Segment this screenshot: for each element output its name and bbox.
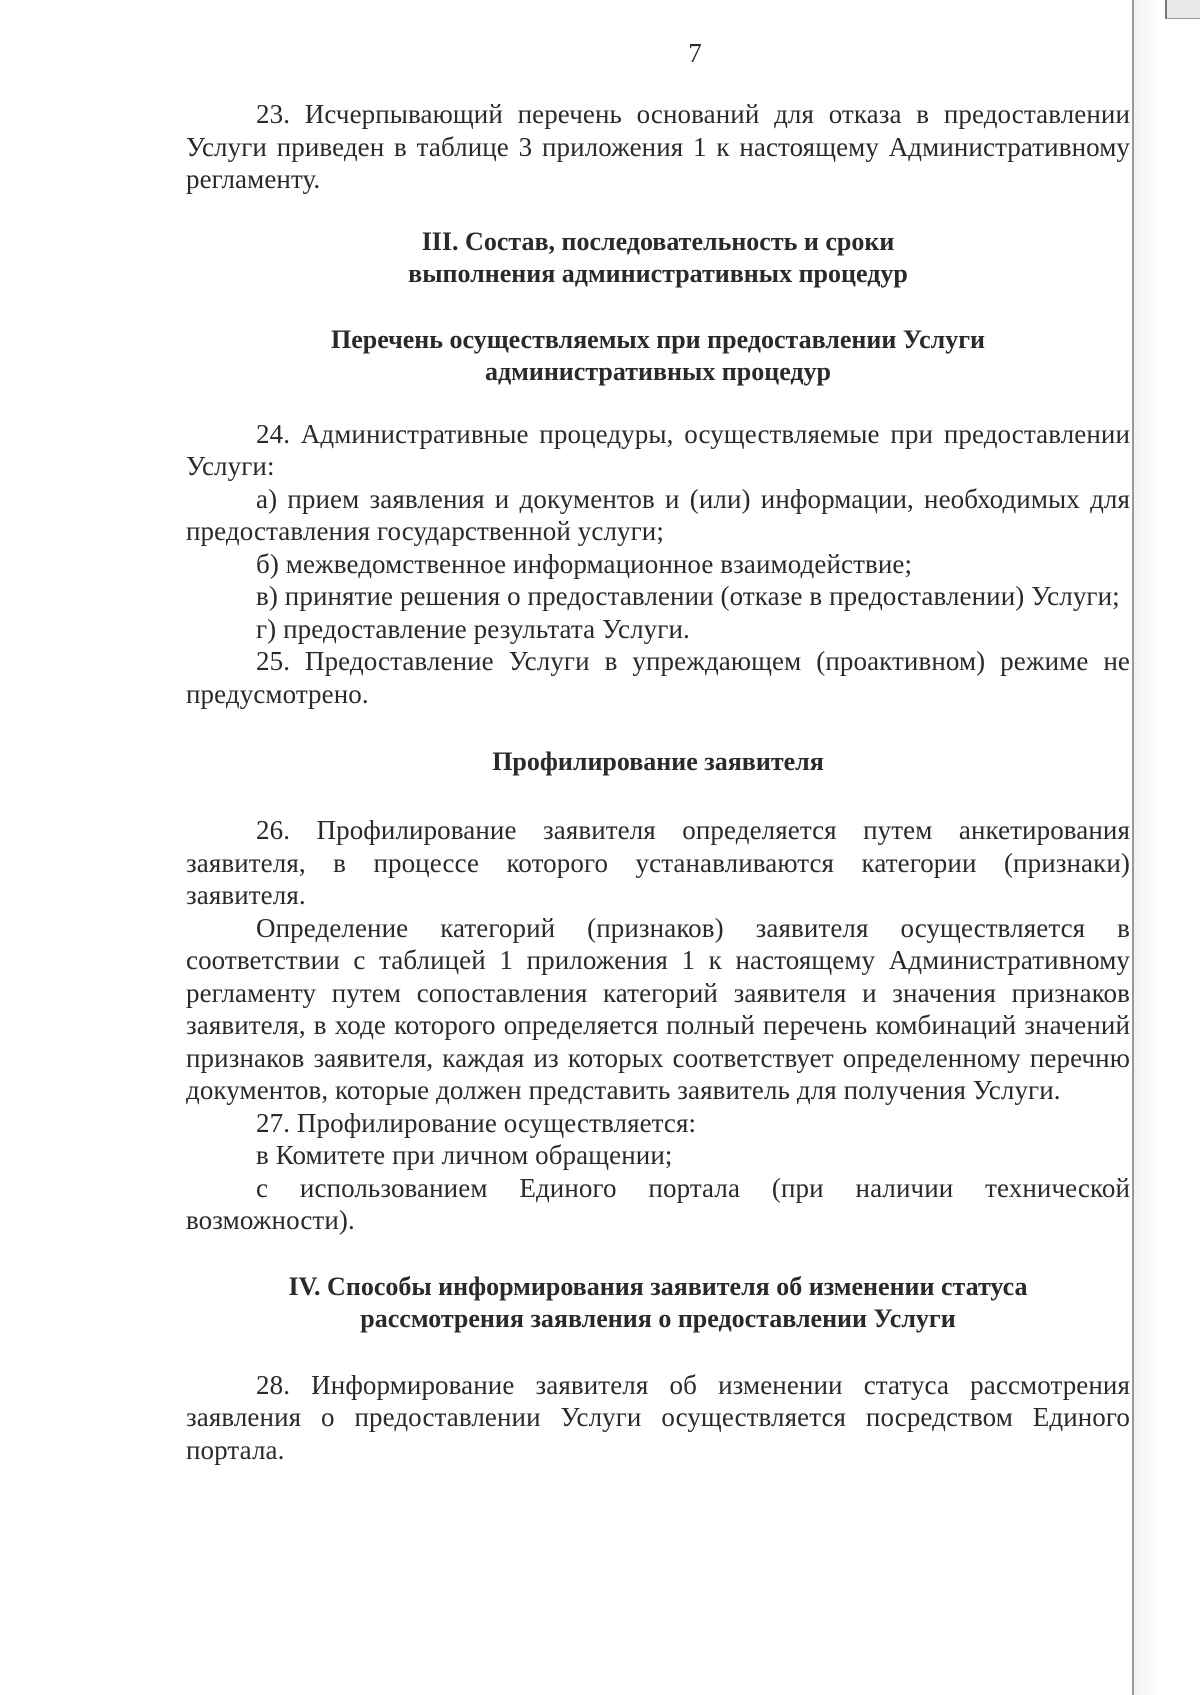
paragraph-25: 25. Предоставление Услуги в упреждающем (проактивном) режиме не предусмотрено.	[186, 646, 1130, 709]
paragraph-23: 23. Исчерпывающий перечень оснований для отказа в предоставлении Услуги приведен в таблице 3 приложения 1 к настоящему Административному регламенту.	[186, 99, 1130, 194]
paragraph-24-b: б) межведомственное информационное взаимодействие;	[256, 548, 913, 579]
paragraph-26-definition: Определение категорий (признаков) заявителя осуществляется в соответствии с таблицей 1 приложения 1 к настоящему Административному регламенту путем сопоставления категорий заявителя и значения признаков заявителя, в ходе которого определяется полный перечень комбинаций значений признаков заявителя, каждая из которых соответствует определенному перечню документов, которые должен представить заявитель для получения Услуги.	[186, 912, 1130, 1105]
section-3-heading-line-1: III. Состав, последовательность и сроки	[421, 226, 895, 256]
section-3-heading-line-2: выполнения административных процедур	[408, 258, 908, 288]
section-4-heading-line-2: рассмотрения заявления о предоставлении Услуги	[360, 1303, 956, 1333]
scan-margin-shade	[1134, 0, 1200, 1695]
paragraph-27: 27. Профилирование осуществляется:	[256, 1107, 697, 1138]
paragraph-28: 28. Информирование заявителя об изменении статуса рассмотрения заявления о предоставлении Услуги осуществляется посредством Единого портала.	[186, 1369, 1130, 1465]
document-body	[186, 98, 1130, 1466]
profiling-heading: Профилирование заявителя	[492, 747, 824, 776]
procedures-list-heading-line-2: административных процедур	[484, 356, 832, 386]
paragraph-27-b: с использованием Единого портала (при наличии технической возможности).	[186, 1172, 1130, 1235]
paragraph-24-v: в) принятие решения о предоставлении (отказе в предоставлении) Услуги;	[256, 581, 1120, 611]
section-3-heading	[186, 226, 1130, 290]
procedures-list-heading-line-1: Перечень осуществляемых при предоставлении Услуги	[330, 324, 986, 354]
scan-corner-mark	[1165, 0, 1200, 19]
paragraph-27-a: в Комитете при личном обращении;	[256, 1140, 673, 1170]
paragraph-24-a: а) прием заявления и документов и (или) информации, необходимых для предоставления государственной услуги;	[186, 483, 1130, 546]
paragraph-24-g: г) предоставление результата Услуги.	[256, 613, 690, 644]
paragraph-24: 24. Административные процедуры, осуществляемые при предоставлении Услуги:	[186, 418, 1130, 481]
page-number: 7	[688, 38, 702, 68]
section-4-heading	[186, 1271, 1130, 1335]
section-4-heading-line-1: IV. Способы информирования заявителя об изменении статуса	[288, 1271, 1028, 1301]
procedures-list-heading	[186, 324, 1130, 388]
paragraph-26: 26. Профилирование заявителя определяется путем анкетирования заявителя, в процессе которого устанавливаются категории (признаки) заявителя.	[186, 815, 1130, 910]
